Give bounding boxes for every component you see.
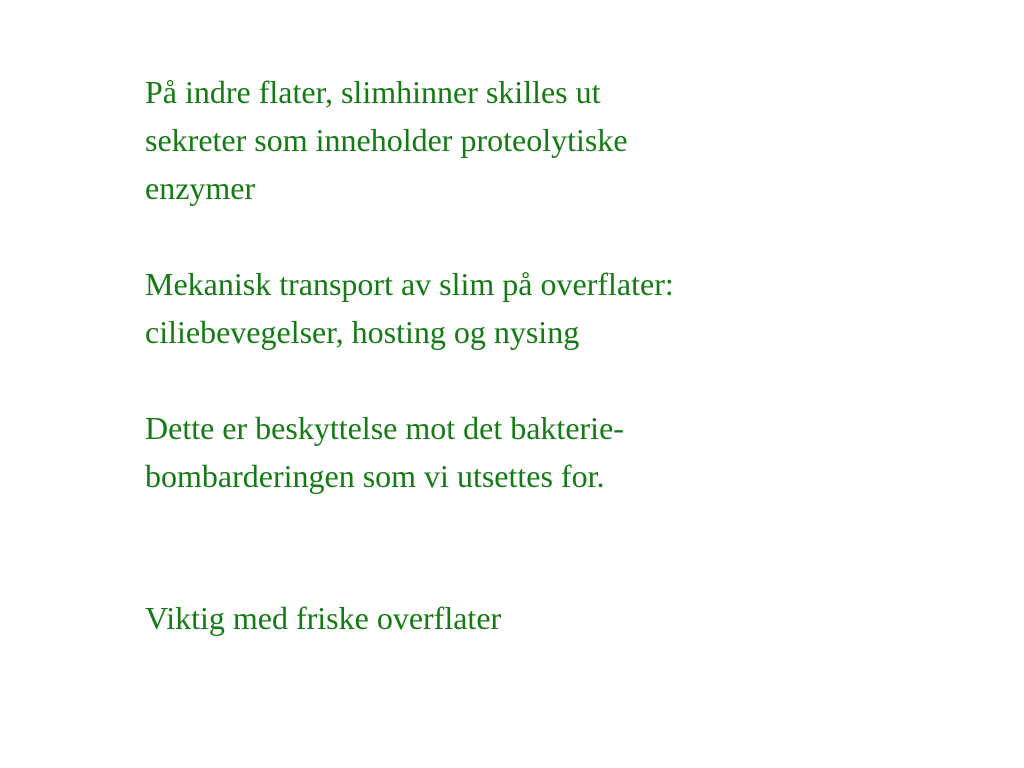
text-line: På indre flater, slimhinner skilles ut <box>145 74 601 110</box>
text-line: sekreter som inneholder proteolytiske <box>145 122 628 158</box>
text-line: Dette er beskyttelse mot det bakterie- <box>145 410 624 446</box>
text-line: enzymer <box>145 170 256 206</box>
text-line: Mekanisk transport av slim på overflater: <box>145 266 674 302</box>
text-line: ciliebevegelser, hosting og nysing <box>145 314 580 350</box>
text-line: Viktig med friske overflater <box>145 600 502 636</box>
text-line: bombarderingen som vi utsettes for. <box>145 458 605 494</box>
